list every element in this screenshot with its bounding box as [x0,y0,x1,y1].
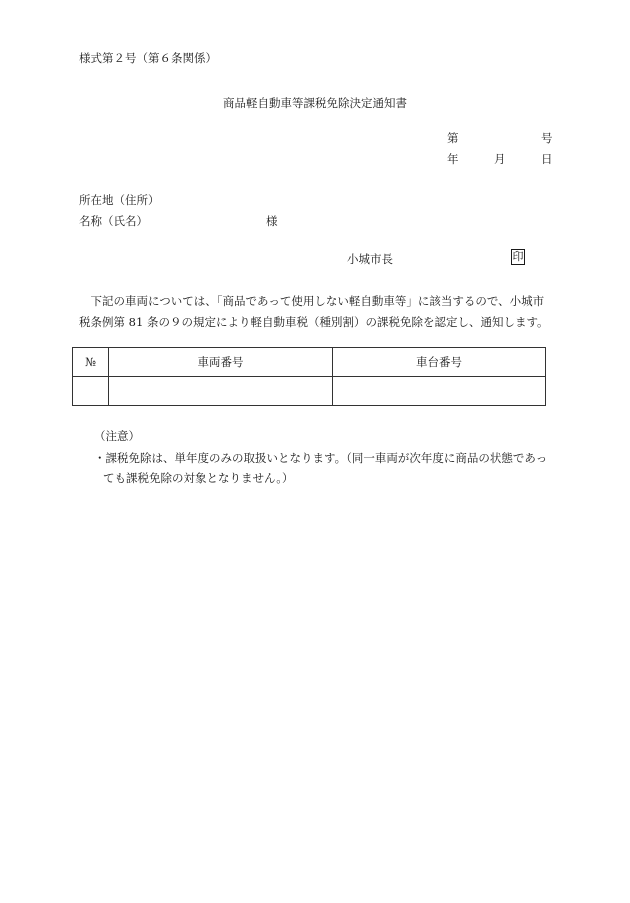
name-label: 名称（氏名） [79,214,148,228]
month-label: 月 [494,152,506,166]
location-label: 所在地（住所） [79,193,160,207]
note-line-2: ても課税免除の対象となりません。） [103,471,294,485]
number-prefix-label: 第 [447,131,459,145]
body-line-1: 下記の車両については、「商品であって使用しない軽自動車等」に該当するので、小城市 [79,294,545,308]
body-line-2: 税条例第 81 条の９の規定により軽自動車税（種別割）の課税免除を認定し、通知します。 [79,315,549,329]
year-label: 年 [447,152,459,166]
column-header-number: № [73,348,109,377]
table-cell-chassis-number[interactable] [333,377,546,406]
notes-heading: （注意） [94,429,140,443]
note-line-1: ・課税免除は、単年度のみの取扱いとなります。（同一車両が次年度に商品の状態であっ [94,451,548,465]
column-header-chassis-number: 車台番号 [333,348,546,377]
seal-mark: 印 [512,250,524,263]
table-row [73,377,546,406]
vehicle-table [72,347,546,406]
day-label: 日 [541,152,553,166]
table-header-row [73,348,546,377]
honorific: 様 [266,214,278,228]
document-title: 商品軽自動車等課税免除決定通知書 [223,96,407,110]
table-cell-number[interactable] [73,377,109,406]
column-header-vehicle-number: 車両番号 [109,348,333,377]
mayor-label: 小城市長 [347,252,393,266]
number-suffix-label: 号 [541,131,553,145]
note-item [94,448,547,488]
table-cell-vehicle-number[interactable] [109,377,333,406]
body-paragraph [79,291,549,333]
form-number: 様式第２号（第６条関係） [79,51,217,65]
